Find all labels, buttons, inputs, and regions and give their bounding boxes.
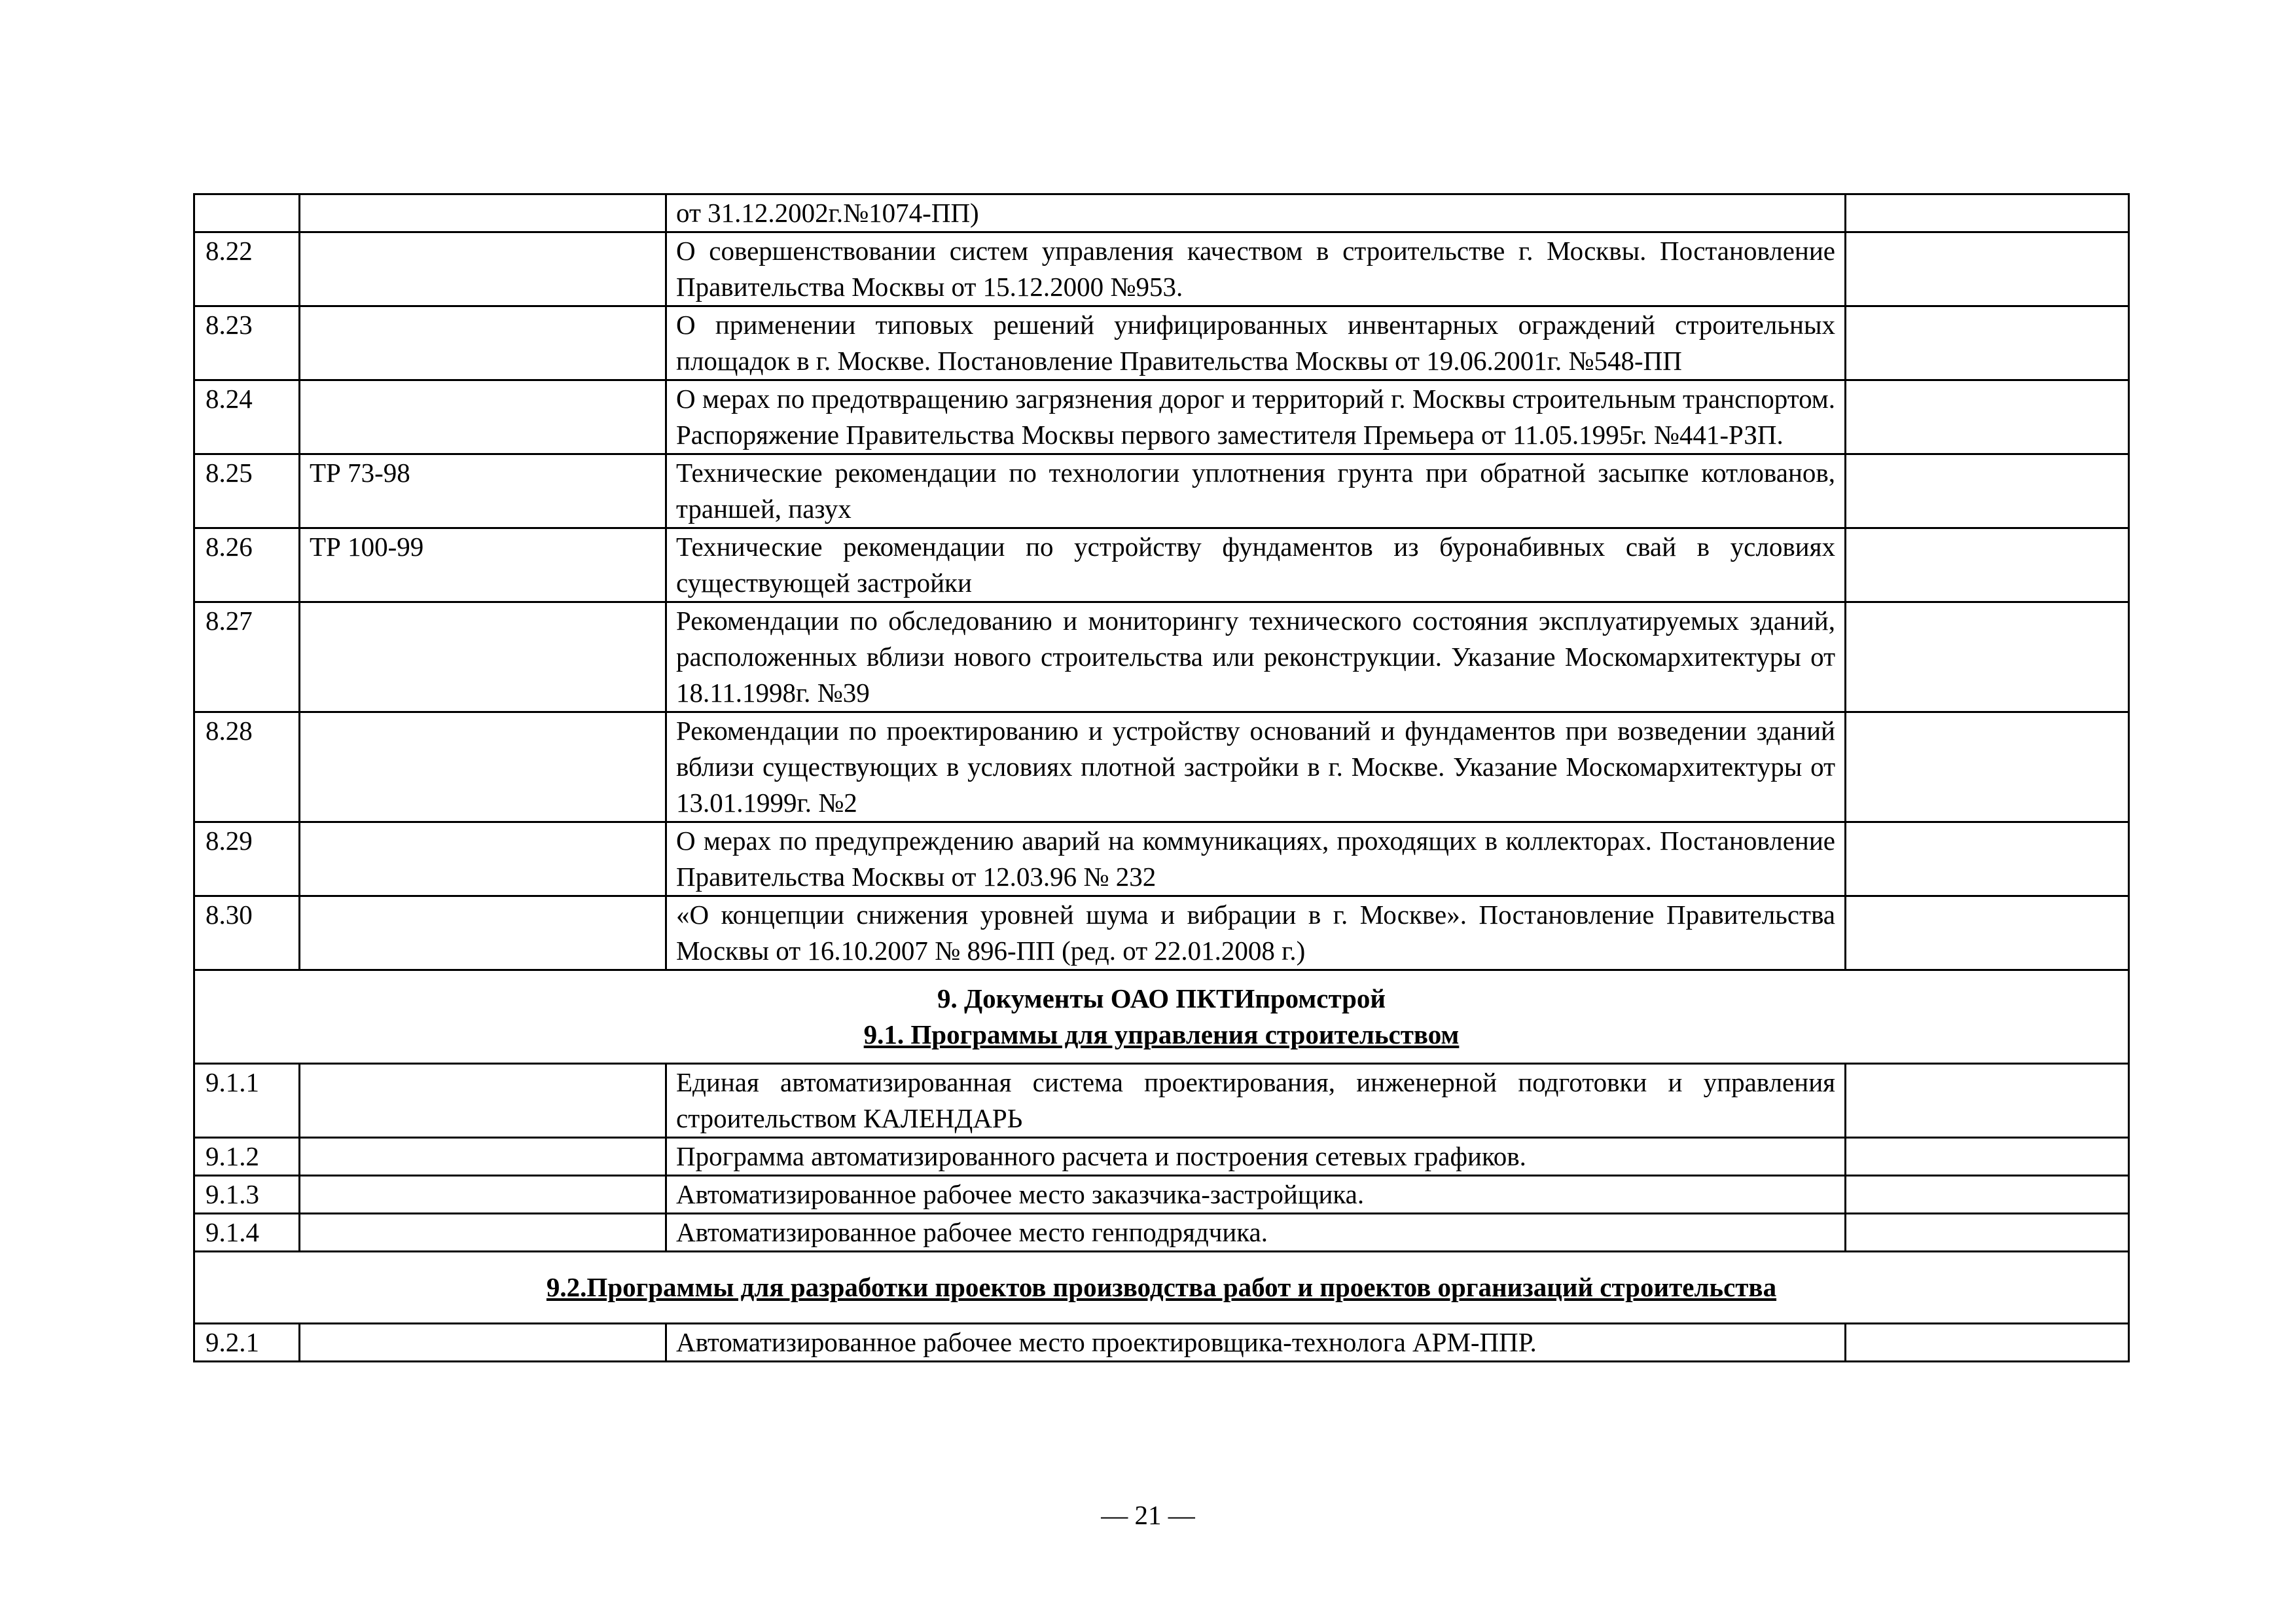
section-row [194,970,2129,1064]
table-row [194,1214,2129,1252]
row-note [1846,1214,2129,1252]
row-number: 8.30 [194,896,300,970]
table-row [194,1324,2129,1362]
row-text: Рекомендации по проектированию и устройству оснований и фундаментов при возведении зданий вблизи существующих в условиях плотной застройки в г. Москве. Указание Москомархитектуры от 13.01.1999г. №2 [666,712,1846,822]
table-row [194,896,2129,970]
row-number: 8.23 [194,306,300,380]
row-code [300,896,666,970]
row-code [300,712,666,822]
row-number [194,194,300,232]
section-subtitle: 9.2.Программы для разработки проектов производства работ и проектов организаций строительства [546,1272,1777,1302]
row-text: «О концепции снижения уровней шума и вибрации в г. Москве». Постановление Правительства Москвы от 16.10.2007 № 896-ПП (ред. от 22.01.2008 г.) [666,896,1846,970]
table-row [194,822,2129,896]
table-row [194,1176,2129,1214]
row-note [1846,896,2129,970]
row-text: Единая автоматизированная система проектирования, инженерной подготовки и управления строительством КАЛЕНДАРЬ [666,1064,1846,1138]
row-note [1846,1324,2129,1362]
section-subtitle: 9.1. Программы для управления строительством [863,1019,1460,1049]
row-code [300,1176,666,1214]
table-body-section-9-2 [194,1324,2129,1362]
row-number: 8.26 [194,528,300,602]
row-number: 8.29 [194,822,300,896]
table-row [194,306,2129,380]
section-9-header [194,970,2129,1064]
row-text: Автоматизированное рабочее место проектировщика-технолога АРМ-ППР. [666,1324,1846,1362]
row-text: Технические рекомендации по технологии уплотнения грунта при обратной засыпке котлованов, траншей, пазух [666,454,1846,528]
row-code [300,306,666,380]
row-note [1846,602,2129,712]
row-number: 9.2.1 [194,1324,300,1362]
row-note [1846,232,2129,306]
row-text: Автоматизированное рабочее место заказчика-застройщика. [666,1176,1846,1214]
row-number: 9.1.4 [194,1214,300,1252]
row-text: Технические рекомендации по устройству фундаментов из буронабивных свай в условиях существующей застройки [666,528,1846,602]
table-row [194,1064,2129,1138]
table-row [194,194,2129,232]
section-row [194,1252,2129,1324]
row-number: 9.1.3 [194,1176,300,1214]
row-number: 9.1.2 [194,1138,300,1176]
section-title: 9. Документы ОАО ПКТИпромстрой [937,983,1386,1013]
table-row [194,380,2129,454]
row-note [1846,194,2129,232]
row-code [300,1064,666,1138]
row-note [1846,1064,2129,1138]
table-row [194,528,2129,602]
section-9-2-header [194,1252,2129,1324]
row-code [300,602,666,712]
row-note [1846,528,2129,602]
table-row [194,232,2129,306]
row-note [1846,1138,2129,1176]
row-text: О совершенствовании систем управления качеством в строительстве г. Москвы. Постановление Правительства Москвы от 15.12.2000 №953. [666,232,1846,306]
row-text: Рекомендации по обследованию и мониторингу технического состояния эксплуатируемых зданий, расположенных вблизи нового строительства или реконструкции. Указание Москомархитектуры от 18.11.1998г. №39 [666,602,1846,712]
row-note [1846,380,2129,454]
row-text: О мерах по предотвращению загрязнения дорог и территорий г. Москвы строительным транспортом. Распоряжение Правительства Москвы первого заместителя Премьера от 11.05.1995г. №441-РЗП. [666,380,1846,454]
row-number: 8.22 [194,232,300,306]
table-body-section-9-1 [194,1064,2129,1252]
row-code [300,1214,666,1252]
row-code [300,822,666,896]
row-text: О мерах по предупреждению аварий на коммуникациях, проходящих в коллекторах. Постановление Правительства Москвы от 12.03.96 № 232 [666,822,1846,896]
row-number: 8.25 [194,454,300,528]
page-number: — 21 — [1101,1500,1195,1530]
table-row [194,454,2129,528]
row-code [300,1138,666,1176]
row-number: 9.1.1 [194,1064,300,1138]
row-note [1846,306,2129,380]
row-note [1846,454,2129,528]
row-text: от 31.12.2002г.№1074-ПП) [666,194,1846,232]
row-code [300,1324,666,1362]
table-row [194,712,2129,822]
row-text: Программа автоматизированного расчета и построения сетевых графиков. [666,1138,1846,1176]
row-code: ТР 100-99 [300,528,666,602]
row-number: 8.27 [194,602,300,712]
row-note [1846,1176,2129,1214]
row-text: Автоматизированное рабочее место генподрядчика. [666,1214,1846,1252]
row-note [1846,822,2129,896]
row-code: ТР 73-98 [300,454,666,528]
row-number: 8.28 [194,712,300,822]
table-row [194,1138,2129,1176]
row-number: 8.24 [194,380,300,454]
row-code [300,194,666,232]
row-note [1846,712,2129,822]
table-row [194,602,2129,712]
row-text: О применении типовых решений унифицированных инвентарных ограждений строительных площадок в г. Москве. Постановление Правительства Москвы от 19.06.2001г. №548-ПП [666,306,1846,380]
row-code [300,232,666,306]
documents-table [193,193,2130,1362]
row-code [300,380,666,454]
table-body-section-8 [194,194,2129,970]
